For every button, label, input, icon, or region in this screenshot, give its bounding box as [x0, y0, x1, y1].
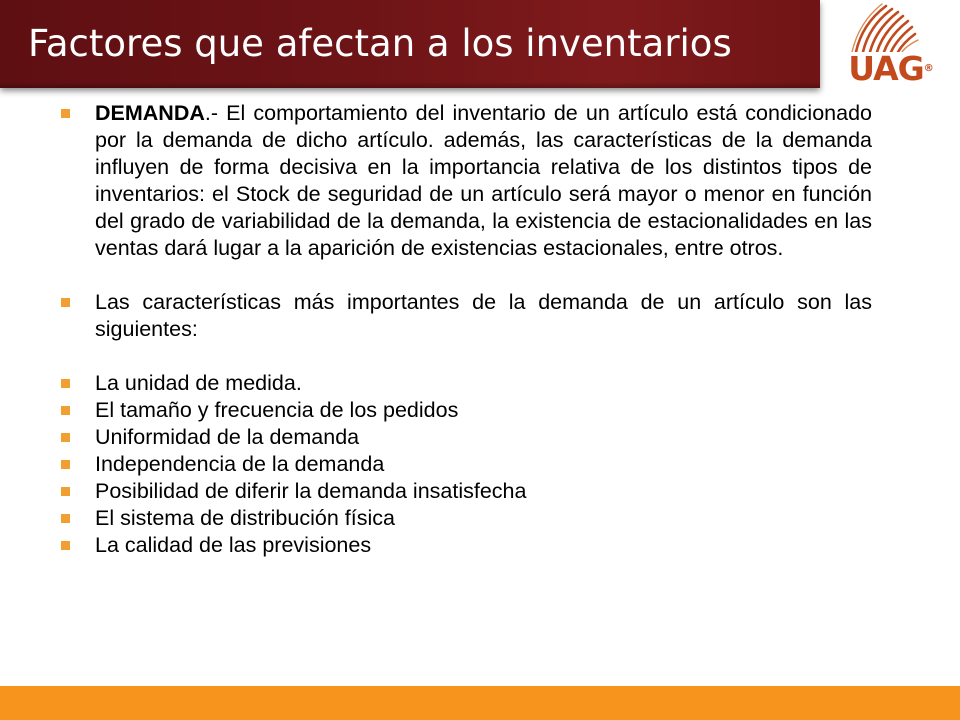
slide-title: Factores que afectan a los inventarios [28, 22, 732, 65]
title-bar [0, 0, 820, 88]
logo-text: UAG® [848, 49, 934, 88]
bullet-marker [61, 460, 70, 469]
bullet-marker [61, 514, 70, 523]
list-item: La unidad de medida. [60, 370, 872, 397]
bullet-marker [61, 406, 70, 415]
bullet-marker [61, 487, 70, 496]
list-item: Posibilidad de diferir la demanda insatisfecha [60, 478, 872, 505]
bullet-intro [60, 289, 872, 343]
bullet-marker [61, 109, 70, 118]
list-item: El tamaño y frecuencia de los pedidos [60, 397, 872, 424]
bullet-marker [61, 298, 70, 307]
bullet-marker [61, 541, 70, 550]
bullet-marker [61, 433, 70, 442]
demanda-term: DEMANDA [95, 101, 205, 125]
demanda-text: .- El comportamiento del inventario de un artículo está condicionado por la demanda de dicho artículo. además, las características de la demanda influyen de forma decisiva en la importancia relativa de los distintos tipos de inventarios: el Stock de seguridad de un artículo será mayor o menor en función del grado de variabilidad de la demanda, la existencia de estacionalidades en las ventas dará lugar a la aparición de existencias estacionales, entre otros. [95, 101, 872, 260]
list-item: Independencia de la demanda [60, 451, 872, 478]
footer-bar [0, 686, 960, 720]
bullet-demanda [60, 100, 872, 262]
list-item: El sistema de distribución física [60, 505, 872, 532]
uag-logo [842, 2, 952, 94]
intro-text: Las características más importantes de la demanda de un artículo son las siguientes: [95, 290, 872, 341]
list-item: Uniformidad de la demanda [60, 424, 872, 451]
slide-body [60, 100, 872, 559]
uag-logo-mark [842, 2, 952, 52]
bullet-marker [61, 379, 70, 388]
list-item: La calidad de las previsiones [60, 532, 872, 559]
